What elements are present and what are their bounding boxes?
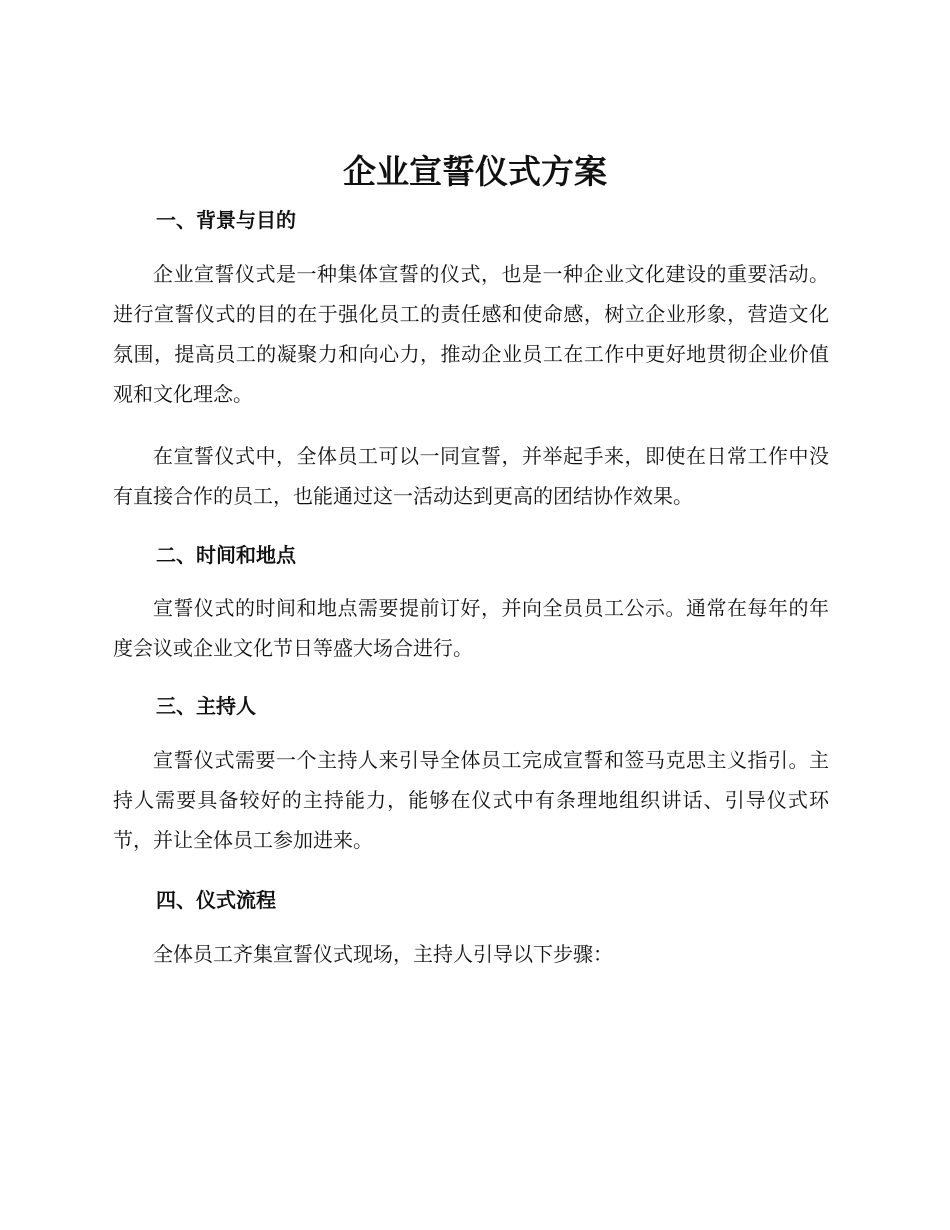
document-title: 企业宣誓仪式方案 <box>343 152 607 191</box>
paragraph-time-place: 宣誓仪式的时间和地点需要提前订好，并向全员员工公示。通常在每年的年度会议或企业文化节日等盛大场合进行。 <box>113 596 829 660</box>
paragraph-ceremony-process: 全体员工齐集宣誓仪式现场，主持人引导以下步骤： <box>153 942 613 966</box>
section-heading-time-place: 二、时间和地点 <box>156 543 296 567</box>
paragraph-oath-unity: 在宣誓仪式中，全体员工可以一同宣誓，并举起手来，即使在日常工作中没有直接合作的员工，也能通过这一活动达到更高的团结协作效果。 <box>113 444 829 508</box>
section-heading-host: 三、主持人 <box>156 694 256 718</box>
paragraph-host: 宣誓仪式需要一个主持人来引导全体员工完成宣誓和签马克思主义指引。主持人需要具备较好的主持能力，能够在仪式中有条理地组织讲话、引导仪式环节，并让全体员工参加进来。 <box>113 748 829 852</box>
section-heading-ceremony-process: 四、仪式流程 <box>156 888 276 912</box>
section-heading-background: 一、背景与目的 <box>156 208 296 232</box>
paragraph-background-purpose: 企业宣誓仪式是一种集体宣誓的仪式，也是一种企业文化建设的重要活动。进行宣誓仪式的目的在于强化员工的责任感和使命感，树立企业形象，营造文化氛围，提高员工的凝聚力和向心力，推动企业员工在工作中更好地贯彻企业价值观和文化理念。 <box>113 262 829 406</box>
